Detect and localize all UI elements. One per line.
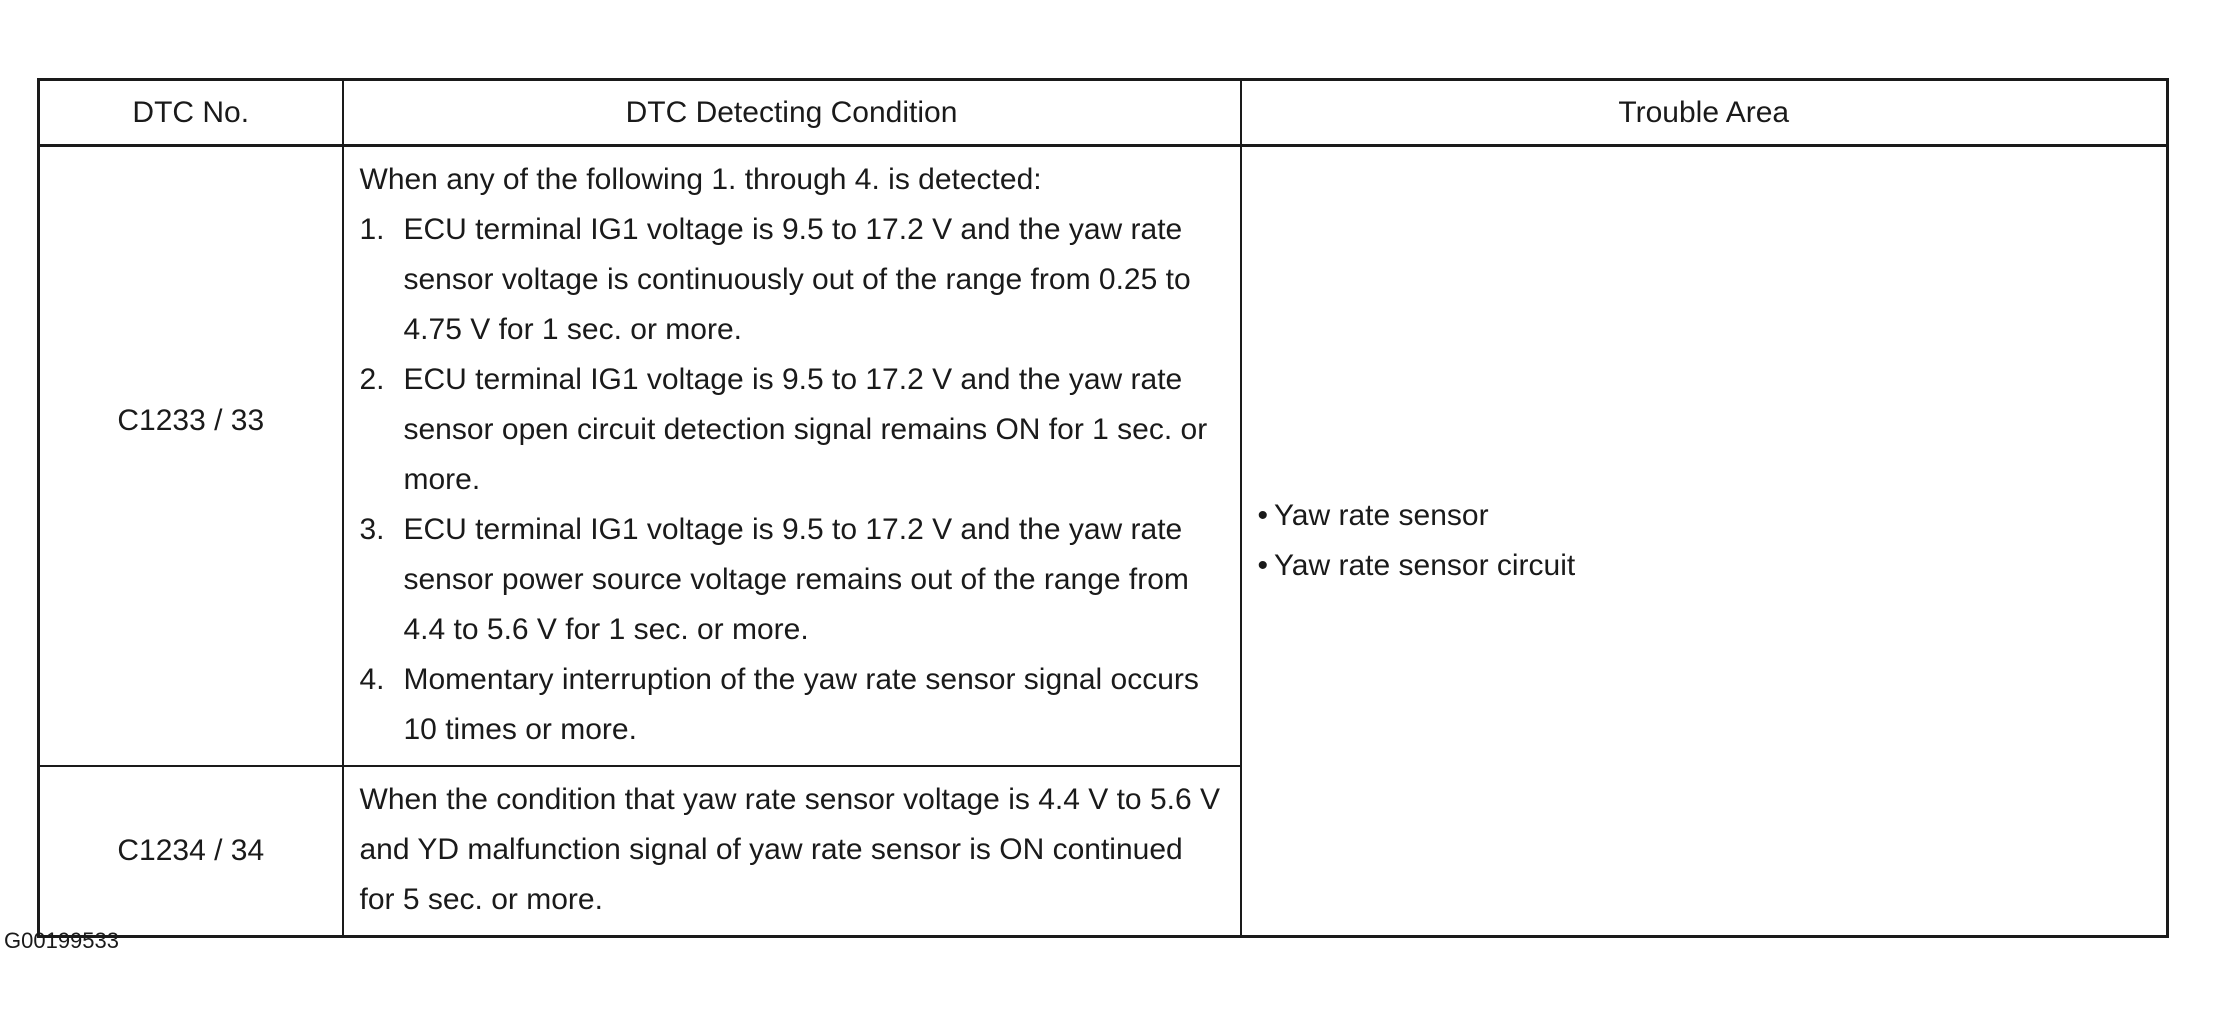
table-header (39, 80, 2168, 146)
detecting-condition-cell (343, 146, 1241, 767)
condition-item (360, 505, 1226, 655)
trouble-area-item-text: Yaw rate sensor circuit (1274, 549, 1576, 582)
header-detecting-condition: DTC Detecting Condition (343, 80, 1241, 146)
figure-id: G00199533 (4, 928, 119, 953)
condition-item-text: ECU terminal IG1 voltage is 9.5 to 17.2 V and the yaw rate sensor power source voltage remains out of the range from 4.4 to 5.6 V for 1 sec. or more. (403, 513, 1189, 646)
trouble-area-item (1258, 541, 2167, 591)
trouble-area-cell (1241, 146, 2168, 937)
condition-list (360, 205, 1226, 755)
header-trouble-area: Trouble Area (1241, 80, 2168, 146)
condition-item (360, 355, 1226, 505)
condition-item-text: Momentary interruption of the yaw rate sensor signal occurs 10 times or more. (403, 663, 1199, 746)
condition-item-text: ECU terminal IG1 voltage is 9.5 to 17.2 V and the yaw rate sensor open circuit detection signal remains ON for 1 sec. or more. (403, 363, 1208, 496)
detecting-condition-cell: When the condition that yaw rate sensor voltage is 4.4 V to 5.6 V and YD malfunction signal of yaw rate sensor is ON continued for 5 sec. or more. (343, 766, 1241, 937)
trouble-area-list (1258, 491, 2167, 591)
condition-item-number: 3. (359, 513, 385, 546)
table-body (39, 146, 2168, 937)
condition-item (360, 205, 1226, 355)
table-row (39, 146, 2168, 767)
condition-intro: When any of the following 1. through 4. is detected: (359, 163, 1042, 196)
trouble-area-item-text: Yaw rate sensor (1274, 499, 1489, 532)
header-row (39, 80, 2168, 146)
condition-item-number: 2. (359, 363, 385, 396)
header-dtc-no: DTC No. (39, 80, 343, 146)
bullet-icon: • (1257, 499, 1269, 532)
condition-item-text: ECU terminal IG1 voltage is 9.5 to 17.2 V and the yaw rate sensor voltage is continuously out of the range from 0.25 to 4.75 V for 1 sec. or more. (403, 213, 1191, 346)
trouble-area-item (1258, 491, 2167, 541)
condition-item (360, 655, 1226, 755)
bullet-icon: • (1257, 549, 1269, 582)
condition-item-number: 4. (359, 663, 385, 696)
dtc-code-cell: C1233 / 33 (39, 146, 343, 767)
dtc-table (37, 78, 2169, 938)
condition-item-number: 1. (359, 213, 385, 246)
dtc-code-cell: C1234 / 34 (39, 766, 343, 937)
